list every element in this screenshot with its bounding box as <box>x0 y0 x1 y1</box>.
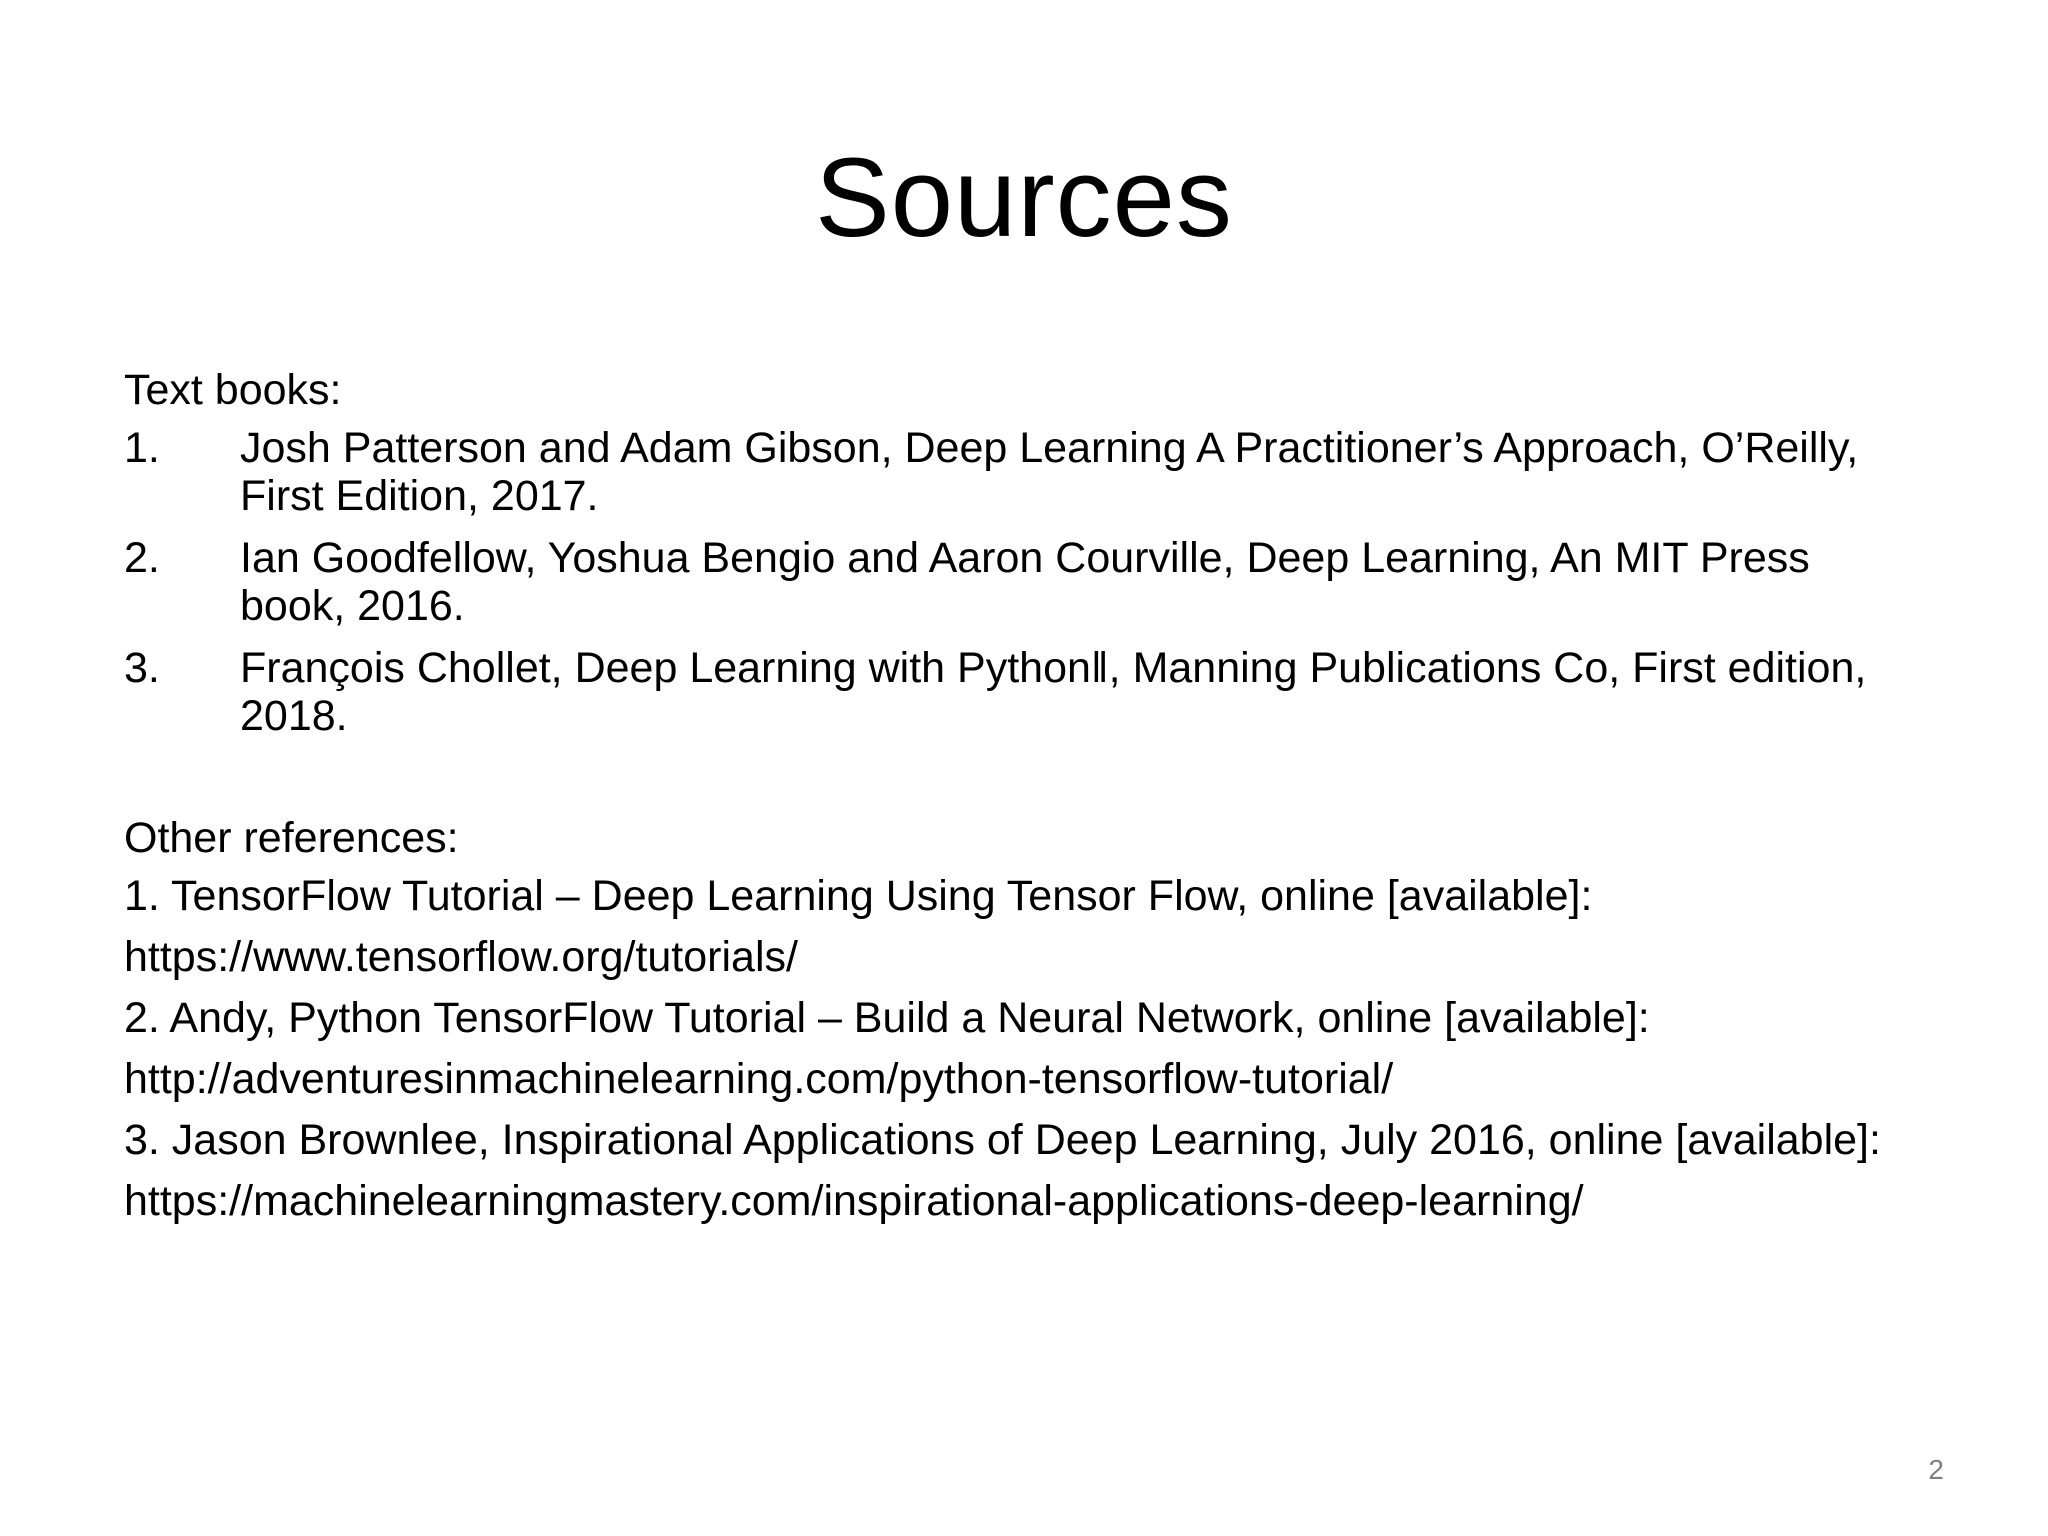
reference-line: 1. TensorFlow Tutorial – Deep Learning Using Tensor Flow, online [available]: <box>124 872 1593 920</box>
page-number: 2 <box>1928 1454 1944 1485</box>
text-book-item <box>124 424 1904 520</box>
reference-link[interactable]: http://adventuresinmachinelearning.com/python-tensorflow-tutorial/ <box>124 1055 1394 1103</box>
other-references-heading: Other references: <box>124 814 459 862</box>
list-item-text: Ian Goodfellow, Yoshua Bengio and Aaron Courville, Deep Learning, An MIT Press book, 2016. <box>240 534 1810 630</box>
text-book-item <box>124 644 1904 740</box>
text-books-heading: Text books: <box>124 366 342 414</box>
text-book-item <box>124 534 1904 630</box>
reference-line: 3. Jason Brownlee, Inspirational Applications of Deep Learning, July 2016, online [available]: <box>124 1116 1881 1164</box>
list-number: 2. <box>124 534 160 582</box>
slide-title: Sources <box>815 135 1233 260</box>
reference-line: 2. Andy, Python TensorFlow Tutorial – Build a Neural Network, online [available]: <box>124 994 1650 1042</box>
reference-link[interactable]: https://machinelearningmastery.com/inspirational-applications-deep-learning/ <box>124 1177 1584 1225</box>
list-number: 1. <box>124 424 160 472</box>
list-item-text: Josh Patterson and Adam Gibson, Deep Learning A Practitioner’s Approach, O’Reilly, First Edition, 2017. <box>240 424 1859 520</box>
slide-body <box>124 360 1904 1238</box>
spacer <box>124 754 1904 808</box>
list-item-text: François Chollet, Deep Learning with Python‖, Manning Publications Co, First edition, 2018. <box>240 644 1867 740</box>
reference-link[interactable]: https://www.tensorflow.org/tutorials/ <box>124 933 798 981</box>
list-number: 3. <box>124 644 160 692</box>
